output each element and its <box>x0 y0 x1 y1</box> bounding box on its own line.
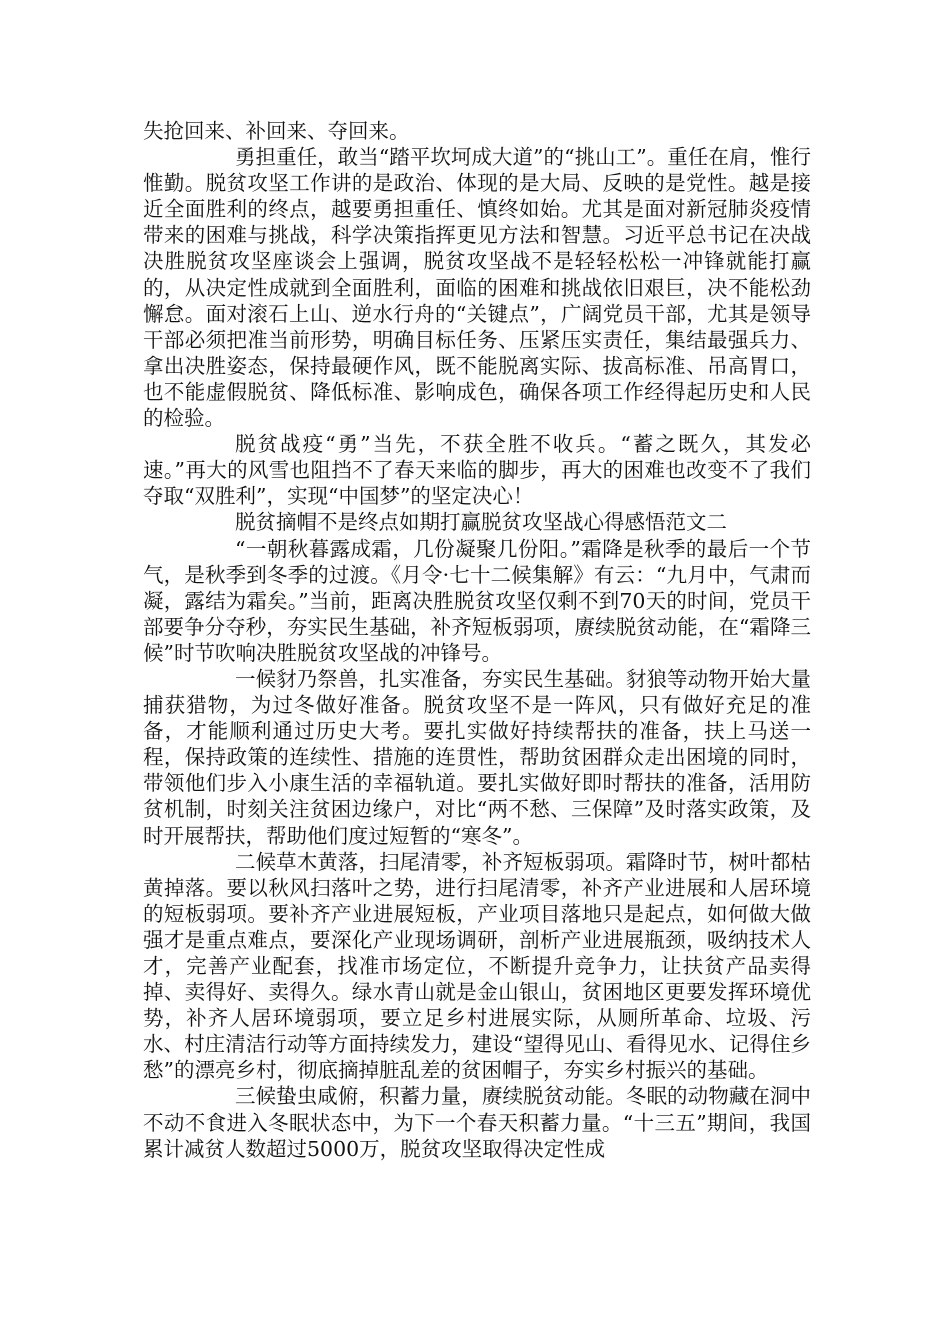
paragraph-courage-first: 脱贫战疫“勇”当先，不获全胜不收兵。“蓄之既久，其发必速。”再大的风雪也阻挡不了春天来临的脚步，再大的困难也改变不了我们夺取“双胜利”，实现“中国梦”的坚定决心！ <box>143 432 811 509</box>
paragraph-second-phase: 二候草木黄落，扫尾清零，补齐短板弱项。霜降时节，树叶都枯黄掉落。要以秋风扫落叶之势，进行扫尾清零，补齐产业进展和人居环境的短板弱项。要补齐产业进展短板，产业项目落地只是起点，如何做大做强才是重点难点，要深化产业现场调研，剖析产业进展瓶颈，吸纳技术人才，完善产业配套，找准市场定位，不断提升竞争力，让扶贫产品卖得掉、卖得好、卖得久。绿水青山就是金山银山，贫困地区更要发挥环境优势，补齐人居环境弱项，要立足乡村进展实际，从厕所革命、垃圾、污水、村庄清洁行动等方面持续发力，建设“望得见山、看得见水、记得住乡愁”的漂亮乡村，彻底摘掉脏乱差的贫困帽子，夯实乡村振兴的基础。 <box>143 849 811 1083</box>
section-heading: 脱贫摘帽不是终点如期打赢脱贫攻坚战心得感悟范文二 <box>235 510 727 535</box>
paragraph-first-phase: 一候豺乃祭兽，扎实准备，夯实民生基础。豺狼等动物开始大量捕获猎物，为过冬做好准备。脱贫攻坚不是一阵风，只有做好充足的准备，才能顺利通过历史大考。要扎实做好持续帮扶的准备，扶上马送一程，保持政策的连续性、措施的连贯性，帮助贫困群众走出困境的同时，带领他们步入小康生活的幸福轨道。要扎实做好即时帮扶的准备，活用防贫机制，时刻关注贫困边缘户，对比“两不愁、三保障”及时落实政策，及时开展帮扶，帮助他们度过短暂的“寒冬”。 <box>143 666 811 848</box>
paragraph-frost-descent-intro: “一朝秋暮露成霜，几份凝聚几份阳。”霜降是秋季的最后一个节气，是秋季到冬季的过渡。《月令·七十二候集解》有云：“九月中，气肃而凝，露结为霜矣。”当前，距离决胜脱贫攻坚仅剩不到70天的时间，党员干部要争分夺秒，夯实民生基础，补齐短板弱项，赓续脱贫动能，在“霜降三候”时节吹响决胜脱贫攻坚战的冲锋号。 <box>143 536 811 665</box>
paragraph-shoulder-responsibility: 勇担重任，敢当“踏平坎坷成大道”的“挑山工”。重任在肩，惟行惟勤。脱贫攻坚工作讲的是政治、体现的是大局、反映的是党性。越是接近全面胜利的终点，越要勇担重任、慎终如始。尤其是面对新冠肺炎疫情带来的困难与挑战，科学决策指挥更见方法和智慧。习近平总书记在决战决胜脱贫攻坚座谈会上强调，脱贫攻坚战不是轻轻松松一冲锋就能打赢的，从决定性成就到全面胜利，面临的困难和挑战依旧艰巨，决不能松劲懈怠。面对滚石上山、逆水行舟的“关键点”，广阔党员干部，尤其是领导干部必须把准当前形势，明确目标任务、压紧压实责任，集结最强兵力、拿出决胜姿态，保持最硬作风，既不能脱离实际、拔高标准、吊高胃口，也不能虚假脱贫、降低标准、影响成色，确保各项工作经得起历史和人民的检验。 <box>143 145 811 431</box>
paragraph-continuation: 失抢回来、补回来、夺回来。 <box>143 119 410 143</box>
document-body <box>143 118 811 1162</box>
paragraph-third-phase: 三候蛰虫咸俯，积蓄力量，赓续脱贫动能。冬眠的动物藏在洞中不动不食进入冬眠状态中，为下一个春天积蓄力量。“十三五”期间，我国累计减贫人数超过5000万，脱贫攻坚取得决定性成 <box>143 1084 811 1161</box>
